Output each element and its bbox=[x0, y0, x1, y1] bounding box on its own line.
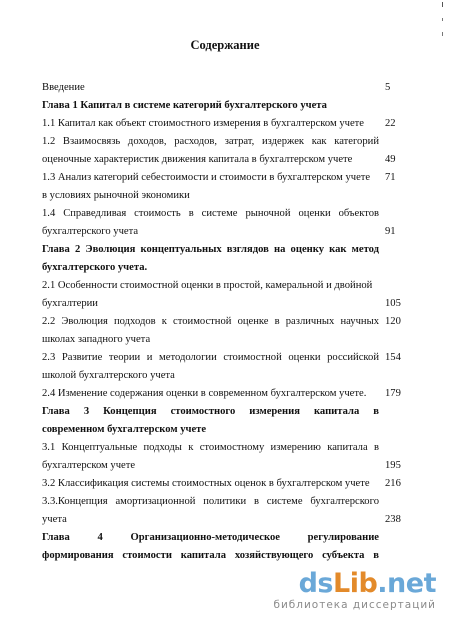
toc-chapter-row bbox=[42, 97, 402, 115]
toc-row bbox=[42, 133, 402, 151]
toc-chapter-row bbox=[42, 259, 402, 277]
toc-entry-text: 3.3.Концепция амортизационной политики в системе бухгалтерского bbox=[42, 496, 379, 507]
toc-row bbox=[42, 277, 402, 295]
toc-page-number: 71 bbox=[385, 172, 396, 183]
toc-entry-text: бухгалтерии bbox=[42, 298, 98, 309]
toc-page-number: 105 bbox=[385, 298, 401, 309]
toc-chapter-row bbox=[42, 529, 402, 547]
toc-page-number: 49 bbox=[385, 154, 396, 165]
toc-entry-text: учета bbox=[42, 514, 67, 525]
toc-entry-text: в условиях рыночной экономики bbox=[42, 190, 190, 201]
toc-entry-text: школах западного учета bbox=[42, 334, 151, 345]
toc-entry-text: Введение bbox=[42, 82, 85, 93]
toc-page-number: 216 bbox=[385, 478, 401, 489]
corner-scan-mark bbox=[440, 2, 446, 42]
toc-entry-text: 2.4 Изменение содержания оценки в современном бухгалтерском учете. bbox=[42, 388, 367, 399]
toc-row bbox=[42, 439, 402, 457]
toc-row bbox=[42, 313, 402, 331]
toc-row bbox=[42, 457, 402, 475]
toc-row bbox=[42, 151, 402, 169]
table-of-contents bbox=[42, 79, 402, 565]
toc-entry-text: 1.3 Анализ категорий себестоимости и стоимости в бухгалтерском учете bbox=[42, 172, 371, 183]
toc-page-number: 22 bbox=[385, 118, 396, 129]
toc-chapter-row bbox=[42, 241, 402, 259]
watermark-logo-part2: Lib bbox=[333, 568, 378, 599]
toc-chapter-row bbox=[42, 421, 402, 439]
toc-entry-text: 3.2 Классификация системы стоимостных оценок в бухгалтерском учете bbox=[42, 478, 370, 489]
toc-page-number: 91 bbox=[385, 226, 396, 237]
toc-entry-text: бухгалтерского учета. bbox=[42, 262, 148, 273]
toc-chapter-row bbox=[42, 547, 402, 565]
watermark-logo bbox=[273, 570, 436, 598]
toc-entry-text: Глава 3 Концепция стоимостного измерения капитала в bbox=[42, 406, 379, 417]
page-title: Содержание bbox=[190, 38, 260, 52]
scan-mark-icon bbox=[440, 2, 446, 42]
toc-row bbox=[42, 205, 402, 223]
toc-page-number: 238 bbox=[385, 514, 401, 525]
toc-entry-text: 1.4 Справедливая стоимость в системе рыночной оценки объектов bbox=[42, 208, 379, 219]
toc-entry-text: бухгалтерском учете bbox=[42, 460, 136, 471]
toc-row bbox=[42, 367, 402, 385]
toc-entry-text: бухгалтерского учета bbox=[42, 226, 139, 237]
toc-row bbox=[42, 331, 402, 349]
toc-chapter-row bbox=[42, 403, 402, 421]
toc-entry-text: 2.3 Развитие теории и методологии стоимостной оценки российской bbox=[42, 352, 379, 363]
toc-row bbox=[42, 223, 402, 241]
toc-row bbox=[42, 385, 402, 403]
toc-entry-text: Глава 2 Эволюция концептуальных взглядов на оценку как метод bbox=[42, 244, 379, 255]
toc-row bbox=[42, 511, 402, 529]
toc-row bbox=[42, 349, 402, 367]
toc-entry-text: 3.1 Концептуальные подходы к стоимостному измерению капитала в bbox=[42, 442, 379, 453]
watermark-logo-part1: ds bbox=[298, 568, 333, 599]
watermark-subtitle: библиотека диссертаций bbox=[273, 599, 436, 611]
toc-entry-text: школой бухгалтерского учета bbox=[42, 370, 175, 381]
toc-row bbox=[42, 115, 402, 133]
toc-page-number: 195 bbox=[385, 460, 401, 471]
toc-entry-text: Глава 4 Организационно-методическое регулирование bbox=[42, 532, 379, 543]
toc-entry-text: Глава 1 Капитал в системе категорий бухгалтерского учета bbox=[42, 100, 327, 111]
toc-row bbox=[42, 79, 402, 97]
toc-entry-text: формирования стоимости капитала хозяйствующего субъекта в bbox=[42, 550, 379, 561]
toc-entry-text: 1.2 Взаимосвязь доходов, расходов, затрат, издержек как категорий bbox=[42, 136, 379, 147]
toc-row bbox=[42, 475, 402, 493]
toc-row bbox=[42, 169, 402, 187]
watermark-logo-part3: .net bbox=[377, 568, 436, 599]
toc-row bbox=[42, 295, 402, 313]
toc-entry-text: 2.2 Эволюция подходов к стоимостной оценке в различных научных bbox=[42, 316, 379, 327]
toc-page-number: 154 bbox=[385, 352, 401, 363]
toc-page-number: 179 bbox=[385, 388, 401, 399]
toc-row bbox=[42, 187, 402, 205]
toc-entry-text: оценочные характеристик движения капитала в бухгалтерском учете bbox=[42, 154, 353, 165]
toc-entry-text: современном бухгалтерском учете bbox=[42, 424, 207, 435]
toc-entry-text: 1.1 Капитал как объект стоимостного измерения в бухгалтерском учете bbox=[42, 118, 364, 129]
toc-page-number: 5 bbox=[385, 82, 391, 93]
toc-entry-text: 2.1 Особенности стоимостной оценки в простой, камеральной и двойной bbox=[42, 280, 373, 291]
watermark bbox=[273, 570, 436, 611]
toc-page-number: 120 bbox=[385, 316, 401, 327]
toc-row bbox=[42, 493, 402, 511]
